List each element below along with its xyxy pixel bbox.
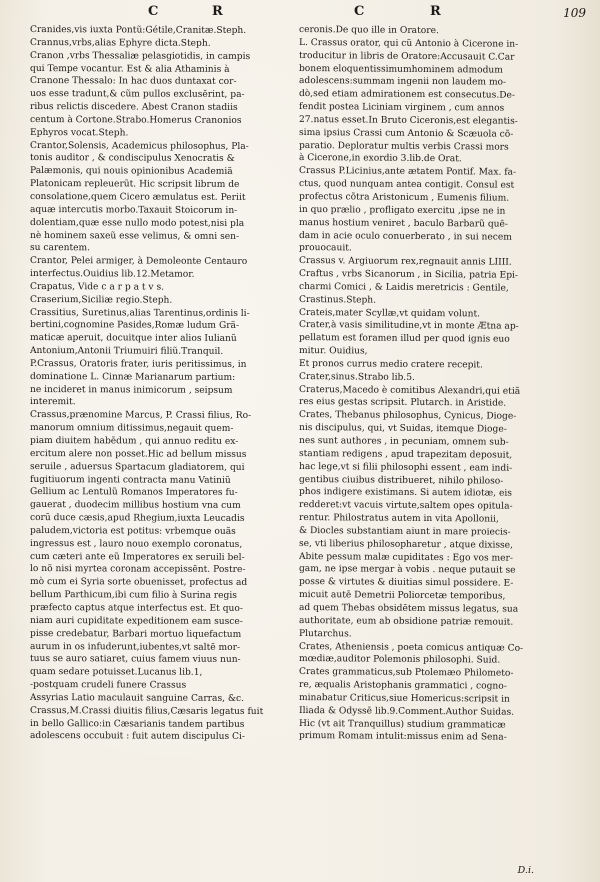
text-line: Crassus,M.Crassi diuitis filius,Cæsaris legatus fuit [30, 705, 264, 717]
text-line: manorum omnium ditissimus,negauit quem- [30, 423, 234, 435]
running-head-right-letter-1: C [354, 4, 367, 19]
signature-mark: D.i. [517, 865, 534, 876]
text-line: Crater,à vasis similitudine,vt in monte Ætna ap- [299, 320, 519, 333]
text-line: Hic (vt ait Tranquillus) studium grammaticæ [299, 718, 506, 731]
text-line: Crassitius, Suretinus,alias Tarentinus,ordinis li- [30, 307, 250, 319]
text-line: Assyrias Latio maculauit sanguine Carras, &c. [30, 692, 245, 704]
running-head-right-letter-2: R [430, 4, 443, 19]
text-line: re, æqualis Aristophanis grammatici , cogno- [299, 680, 507, 692]
text-line: nes sunt authores , in pecuniam, omnem sub- [299, 436, 509, 448]
text-line: dolentiam,quæ esse nullo modo potest,nisi pla [30, 217, 245, 229]
text-line: ercitum alere non posset.Hic ad bellum missus [30, 448, 247, 460]
text-line: phos indigere existimans. Si autem idiotæ, eis [299, 487, 512, 500]
text-line: Crantor,Solensis, Academicus philosophus, Pla- [30, 140, 249, 152]
text-line: tuus se auro satiaret, cuius famem viuus nun- [30, 654, 241, 666]
text-line: aurum in os infuderunt,iubentes,vt saltē mor- [30, 641, 241, 653]
text-line: dominatione L. Cinnæ Marianarum partium: [30, 371, 236, 383]
text-line: Palæmonis, qui nouis opinionibus Academiã [30, 166, 233, 178]
text-line: Crastinus.Steph. [299, 294, 377, 306]
text-line: stantiam redigens , apud trapezitam deposuit, [299, 448, 513, 461]
text-line: gauerat , duodecim millibus hostium vna cum [30, 500, 241, 512]
text-line: Ephyros vocat.Steph. [30, 127, 129, 139]
text-line: hac lege,vt si filii philosophi essent , eam indi- [299, 461, 513, 474]
text-line: res eius gestas scripsit. Plutarch. in Aristide. [299, 397, 507, 410]
text-line: Platonicam repleuerūt. Hic scripsit librum de [30, 179, 240, 191]
right-text-column [299, 24, 579, 870]
text-line: su carentem. [30, 243, 91, 254]
text-line: adolescens:summam ingenii non laudem mo- [299, 76, 507, 89]
text-line: Et pronos currus medio cratere recepit. [299, 358, 483, 371]
text-line: bellum Parthicum,ibi cum filio à Surina regis [30, 590, 237, 602]
text-line: gam, ne ipse mergar à vobis . neque putauit se [299, 564, 516, 577]
text-line: Crater,sinus.Strabo lib.5. [299, 371, 415, 383]
text-line: Crapatus, Vide c a r p a t v s. [30, 281, 165, 293]
text-line: ad quem Thebas obsidētem missus legatus, sua [299, 602, 519, 615]
page-number: 109 [563, 6, 586, 20]
text-line: ingressus est , lauro nouo exemplo coronatus, [30, 538, 243, 550]
text-line: posse & virtutes & diuitias simul possidere. E- [299, 577, 514, 589]
text-line: Cranon ,vrbs Thessaliæ pelasgiotidis, in campis [30, 50, 251, 62]
text-line: seruile , aduersus Spartacum gladiatorem, qui [30, 461, 245, 473]
text-line: Cranides,vis iuxta Pontũ:Gétile,Cranitæ.Steph. [30, 25, 247, 36]
text-line: quam sedare potuisset.Lucanus lib.1, [30, 667, 203, 678]
text-line: redderet:vt vacuis virtute,saltem opes opitula- [299, 500, 513, 512]
text-line: Iliada & Odyssē lib.9.Comment.Author Suidas. [299, 705, 515, 718]
text-line: ne incideret in manus inimicorum , seipsum [30, 384, 233, 396]
text-line: consolatione,quem Cicero æmulatus est. Periit [30, 191, 246, 203]
text-line: lo nõ nisi myrtea coronam accepissēnt. Postre- [30, 564, 246, 576]
text-line: L. Crassus orator, qui cũ Antonio à Cicerone in- [299, 37, 519, 50]
text-line: rentur. Philostratus autem in vita Apollonii, [299, 513, 499, 525]
text-line: nis discipulus, qui, vt Suidas, itemque Dioge- [299, 423, 507, 435]
text-line: præfecto captus atque interfectus est. Et quo- [30, 602, 243, 614]
text-line: à Cicerone,in exordio 3.lib.de Orat. [299, 153, 462, 165]
text-line: Craserium,Siciliæ regio.Steph. [30, 294, 173, 306]
text-line: 27.natus esset.In Bruto Ciceronis,est elegantis- [299, 114, 518, 127]
text-line: troducitur in libris de Oratore:Accusauit C.Car [299, 50, 515, 63]
text-line: bonem eloquentissimumhominem admodum [299, 63, 503, 76]
text-line: centum à Cortone.Strabo.Homerus Cranonios [30, 114, 242, 126]
text-line: -postquam crudeli funere Crassus [30, 680, 187, 691]
text-line: interemit. [30, 397, 76, 408]
text-line: adolescens occubuit : fuit autem discipulus Ci- [30, 731, 246, 743]
text-line: qui Tempe vocantur. Est & alia Athaminis à [30, 63, 230, 75]
running-head-left-letter-2: R [212, 4, 225, 19]
text-line: maticæ aperuit, docuitque inter alios Iulianũ [30, 333, 237, 345]
text-line: & Diocles substantiam aiunt in mare proiecis- [299, 525, 511, 538]
text-line: ribus relictis discedere. Abest Cranon stadiis [30, 102, 238, 113]
text-line: corū duce cæsis,apud Rhegium,iuxta Leucadis [30, 513, 245, 524]
text-line: tonis auditor , & condiscipulus Xenocratis & [30, 153, 235, 165]
text-line: mœdiæ,auditor Polemonis philosophi. Suid. [299, 654, 501, 666]
text-line: Crassus,prænomine Marcus, P. Crassi filius, Ro- [30, 410, 252, 422]
running-head-left-letter-1: C [148, 4, 161, 19]
text-line: Crateis,mater Scyllæ,vt quidam volunt. [299, 307, 481, 319]
text-line: aquæ intercutis morbo.Taxauit Stoicorum in- [30, 204, 238, 216]
text-line: Cranone Thessalo: In hac duos duntaxat cor- [30, 76, 237, 88]
text-line: cum cæteri ante eũ Imperatores ex seruili bel- [30, 551, 245, 563]
text-line: pisse credebatur, Barbari mortuo liquefactum [30, 628, 242, 640]
text-line: niam auri cupiditate expeditionem eam susce- [30, 615, 243, 627]
text-line: interfectus.Ouidius lib.12.Metamor. [30, 269, 195, 280]
text-line: Crates, Thebanus philosophus, Cynicus, Dioge- [299, 410, 517, 423]
text-line: pellatum est foramen illud per quod ignis euo [299, 333, 510, 345]
text-line: Gellium ac Lentulũ Romanos Imperatores fu- [30, 487, 238, 499]
text-line: uos esse tradunt,& cũm pullos exclusĕrint, pa- [30, 89, 245, 101]
text-line: prouocauit. [299, 243, 352, 254]
text-line: mitur. Ouidius, [299, 346, 368, 357]
text-line: charmi Comici , & Laidis meretricis : Gentile, [299, 281, 509, 294]
text-line: Crannus,vrbs,alias Ephyre dicta.Steph. [30, 37, 211, 49]
text-line: ctus, quod nunquam antea contigit. Consul est [299, 179, 515, 191]
text-line: manus hostium veniret , baculo Barbarũ quē- [299, 217, 509, 230]
text-line: P.Crassus, Oratoris frater, iuris peritissimus, in [30, 358, 247, 370]
text-line: fendit postea Liciniam virginem , cum annos [299, 102, 505, 114]
text-line: primum Romam intulit:missus enim ad Sena- [299, 731, 507, 744]
text-line: authoritate, eum ab obsidione patriæ remouit. [299, 615, 514, 628]
text-line: in bello Gallico:in Cæsarianis tandem partibus [30, 718, 245, 730]
text-line: Crates, Atheniensis , poeta comicus antiquæ Co- [299, 641, 524, 654]
text-line: Crassus P.Licinius,ante ætatem Pontif. Max. fa- [299, 166, 517, 178]
text-line: bertini,cognomine Pasides,Romæ ludum Grã- [30, 320, 240, 332]
text-line: fugitiuorum ingenti contracta manu Vatiniũ [30, 474, 231, 486]
text-line: minabatur Criticus,siue Homericus:scripsit in [299, 692, 510, 705]
text-line: Crantor, Pelei armiger, à Demoleonte Centauro [30, 256, 248, 268]
text-line: gentibus ciuibus distribueret, nihilo philoso- [299, 474, 504, 487]
text-line: dò,sed etiam admirationem est consecutus.De- [299, 89, 516, 101]
left-text-column [30, 24, 286, 870]
text-line: nè hominem saxeũ esse velimus, & omni sen- [30, 230, 240, 242]
text-line: in quo prælio , profligato exercitu ,ipse ne in [299, 204, 506, 217]
text-line: dam in acie oculo conuerberato , in sui necem [299, 230, 512, 243]
text-line: paludem,victoria est potitus: vrbemque ouãs [30, 525, 236, 537]
text-line: Abite pessum malæ cupiditates : Ego vos mer- [299, 551, 514, 564]
text-line: se, vti liberius philosopharetur , atque dixisse, [299, 538, 514, 551]
text-line: Plutarchus. [299, 628, 352, 640]
text-line: Craftus , vrbs Sicanorum , in Sicilia, patria Epi- [299, 269, 519, 281]
text-line: Craterus,Macedo è comitibus Alexandri,qui etiã [299, 384, 521, 397]
text-line: paratio. Deploratur multis verbis Crassi mors [299, 140, 509, 153]
text-line: Crassus v. Argiuorum rex,regnauit annis LIIII. [299, 256, 512, 268]
text-line: piam diuitem habēdum , qui annuo reditu ex- [30, 436, 239, 447]
text-line: Antonium,Antonii Triumuiri filiũ.Tranquil. [30, 346, 224, 357]
text-line: Crates grammaticus,sub Ptolemæo Philometo- [299, 667, 514, 679]
text-line: ceronis.De quo ille in Oratore. [299, 25, 439, 37]
text-line: sima ipsius Crassi cum Antonio & Scæuola cõ- [299, 127, 514, 140]
text-line: mò cum ei Syria sorte obuenisset, profectus ad [30, 577, 248, 589]
text-line: profectus cõtra Aristonicum , Eumenis filium. [299, 191, 510, 204]
text-line: micuit autē Demetrii Poliorcetæ temporibus, [299, 590, 506, 602]
